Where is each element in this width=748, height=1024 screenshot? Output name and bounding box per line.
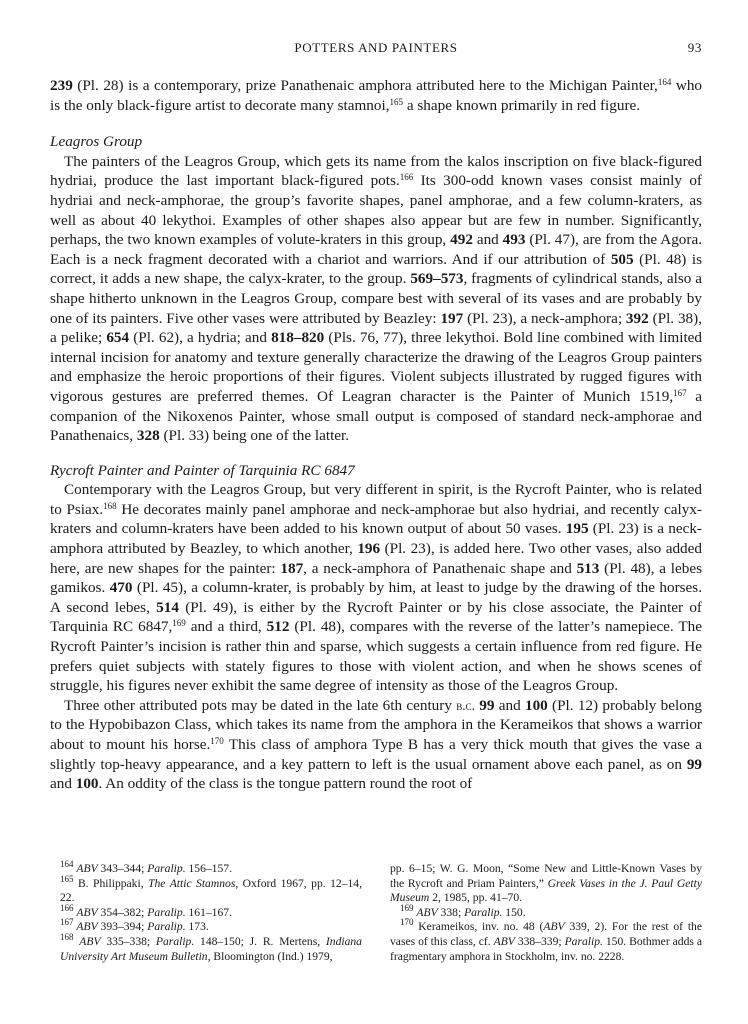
footnote-ref[interactable]: 167 [673, 387, 687, 398]
vase-number: 196 [357, 540, 381, 558]
vase-number: 818–820 [271, 329, 325, 347]
footnote-168-continued: pp. 6–15; W. G. Moon, “Some New and Little-Known Vases by the Rycroft and Priam Painters,” Greek Vases in the J. Paul Getty Museum 2, 1985, pp. 41–70. [390, 862, 702, 905]
page-number: 93 [687, 40, 702, 55]
vase-number: 514 [156, 598, 179, 616]
footnote-168: $^{168}$ ABV 335–338; Paralip. 148–150; J. R. Mertens, Indiana University Art Museum Bulletin, Bloomington (Ind.) 1979, [60, 931, 362, 963]
vase-number: 99 [479, 696, 495, 714]
intro-paragraph: 239 (Pl. 28) is a contemporary, prize Panathenaic amphora attributed here to the Michigan Painter,$^{164}$ who is the only black-figure artist to decorate many stamnoi,$^{165}$ a shape known primarily in red figure. [50, 77, 703, 114]
vase-number: 470 [109, 579, 133, 597]
vase-number: 239 [50, 77, 73, 94]
footnote-ref[interactable]: 164 [657, 77, 672, 87]
footnote-ref[interactable]: 166 [399, 172, 414, 183]
footnote-169: $^{169}$ ABV 338; Paralip. 150. [400, 902, 526, 919]
vase-number: 505 [610, 250, 634, 268]
vase-number: 512 [266, 618, 290, 636]
running-title: POTTERS AND PAINTERS [294, 40, 458, 55]
footnote-166: $^{166}$ ABV 354–382; Paralip. 161–167. [60, 902, 232, 919]
footnotes-right-column [390, 862, 702, 964]
vase-number: 197 [440, 309, 464, 327]
footnote-ref[interactable]: 169 [172, 618, 186, 629]
footnote-ref[interactable]: 165 [389, 96, 404, 107]
footnotes [50, 859, 702, 964]
vase-number: 513 [576, 559, 600, 577]
running-header [50, 40, 702, 62]
vase-number: 493 [502, 231, 526, 249]
footnote-ref[interactable]: 170 [210, 736, 224, 746]
footnote-164: $^{164}$ ABV 343–344; Paralip. 156–157. [60, 859, 232, 875]
vase-number: 100 [524, 696, 548, 714]
vase-number: 99 [686, 755, 702, 773]
footnotes-left-column [50, 859, 362, 964]
rycroft-paragraph: Contemporary with the Leagros Group, but very different in spirit, is the Rycroft Painter, who is related to Psiax.$^{168}$ He decorates mainly panel amphorae and neck-amphorae but also hydriai, and recently calyx-kraters and column-kraters have been added to his known output of about 50 vases. 195 (Pl. 23) is a neck-amphora attributed by Beazley, to which another, 196 (Pl. 23), is added here. Two other vases, also added here, are new shapes for the painter: 187, a neck-amphora of Panathenaic shape and 513 (Pl. 48), a lebes gamikos. 470 (Pl. 45), a column-krater, is probably by him, at least to judge by the drawing of the horses. A second lebes, 514 (Pl. 49), is either by the Rycroft Painter or by his close associate, the Painter of Tarquinia RC 6847,$^{169}$ and a third, 512 (Pl. 48), compares with the reverse of the latter’s namepiece. The Rycroft Painter’s incision is rather thin and sparse, which suggests a certain influence from red figure. He prefers quiet subjects with stately figures to those with violent action, and when he shows scenes of struggle, his figures never exhibit the same degree of intensity as those of the Leagros Group. [50, 481, 702, 695]
footnote-165: $^{165}$ B. Philippaki, The Attic Stamnos, Oxford 1967, pp. 12–14, 22. [60, 873, 362, 905]
main-text [50, 76, 702, 794]
vase-number: 654 [106, 329, 130, 347]
footnote-170: $^{170}$ Kerameikos, inv. no. 48 (ABV 339, 2). For the rest of the vases of this class, cf. ABV 338–339; Paralip. 150. Bothmer adds a fragmentary amphora in Stockholm, inv. no. 2228. [390, 917, 702, 963]
hypobibazon-paragraph: Three other attributed pots may be dated in the late 6th century b.c. 99 and 100 (Pl. 12) probably belong to the Hypobibazon Class, which takes its name from the amphora in the Kerameikos that shows a warrior about to mount his horse.$^{170}$ This class of amphora Type B has a very thick mouth that gives the vase a slightly top-heavy appearance, and a key pattern to left is the usual ornament above each panel, as on 99 and 100. An oddity of the class is the tongue pattern round the root of [50, 696, 703, 793]
vase-number: 195 [565, 520, 589, 538]
footnote-167: $^{167}$ ABV 393–394; Paralip. 173. [60, 917, 209, 934]
vase-number: 392 [625, 309, 649, 327]
vase-number: 187 [280, 559, 304, 577]
book-page [50, 40, 702, 980]
section-heading-rycroft: Rycroft Painter and Painter of Tarquinia RC 6847 [50, 461, 355, 479]
vase-number: 328 [136, 427, 160, 445]
vase-number: 569–573 [410, 270, 464, 288]
vase-number: 100 [75, 775, 99, 793]
section-heading-leagros: Leagros Group [50, 133, 143, 151]
vase-number: 492 [450, 231, 473, 249]
leagros-paragraph: The painters of the Leagros Group, which gets its name from the kalos inscription on five black-figured hydriai, produce the last important black-figured pots.$^{166}$ Its 300-odd known vases consist mainly of hydriai and neck-amphorae, the group’s favorite shapes, panel amphorae, and a few column-kraters, as well as about 40 lekythoi. Examples of other shapes also appear but are few in number. Significantly, perhaps, the two known examples of volute-kraters in this group, 492 and 493 (Pl. 47), are from the Agora. Each is a neck fragment decorated with a chariot and warriors. And if our attribution of 505 (Pl. 48) is correct, it adds a new shape, the calyx-krater, to the group. 569–573, fragments of cylindrical stands, also a shape hitherto unknown in the Leagros Group, compare best with several of its vases and are probably by one of its painters. Five other vases were attributed by Beazley: 197 (Pl. 23), a neck-amphora; 392 (Pl. 38), a pelike; 654 (Pl. 62), a hydria; and 818–820 (Pls. 76, 77), three lekythoi. Bold line combined with limited internal incision for anatomy and texture generally characterize the drawing of the Leagros Group painters and emphasize the heroic proportions of their figures. Violent subjects illustrated by rugged figures with vigorous gestures are preferred themes. Of Leagran character is the Painter of Munich 1519,$^{167}$ a companion of the Nikoxenos Painter, whose small output is composed of standard neck-amphorae and Panathenaics, 328 (Pl. 33) being one of the latter. [50, 152, 703, 445]
footnote-ref[interactable]: 168 [103, 500, 117, 511]
era-abbreviation: b.c. [456, 697, 475, 713]
